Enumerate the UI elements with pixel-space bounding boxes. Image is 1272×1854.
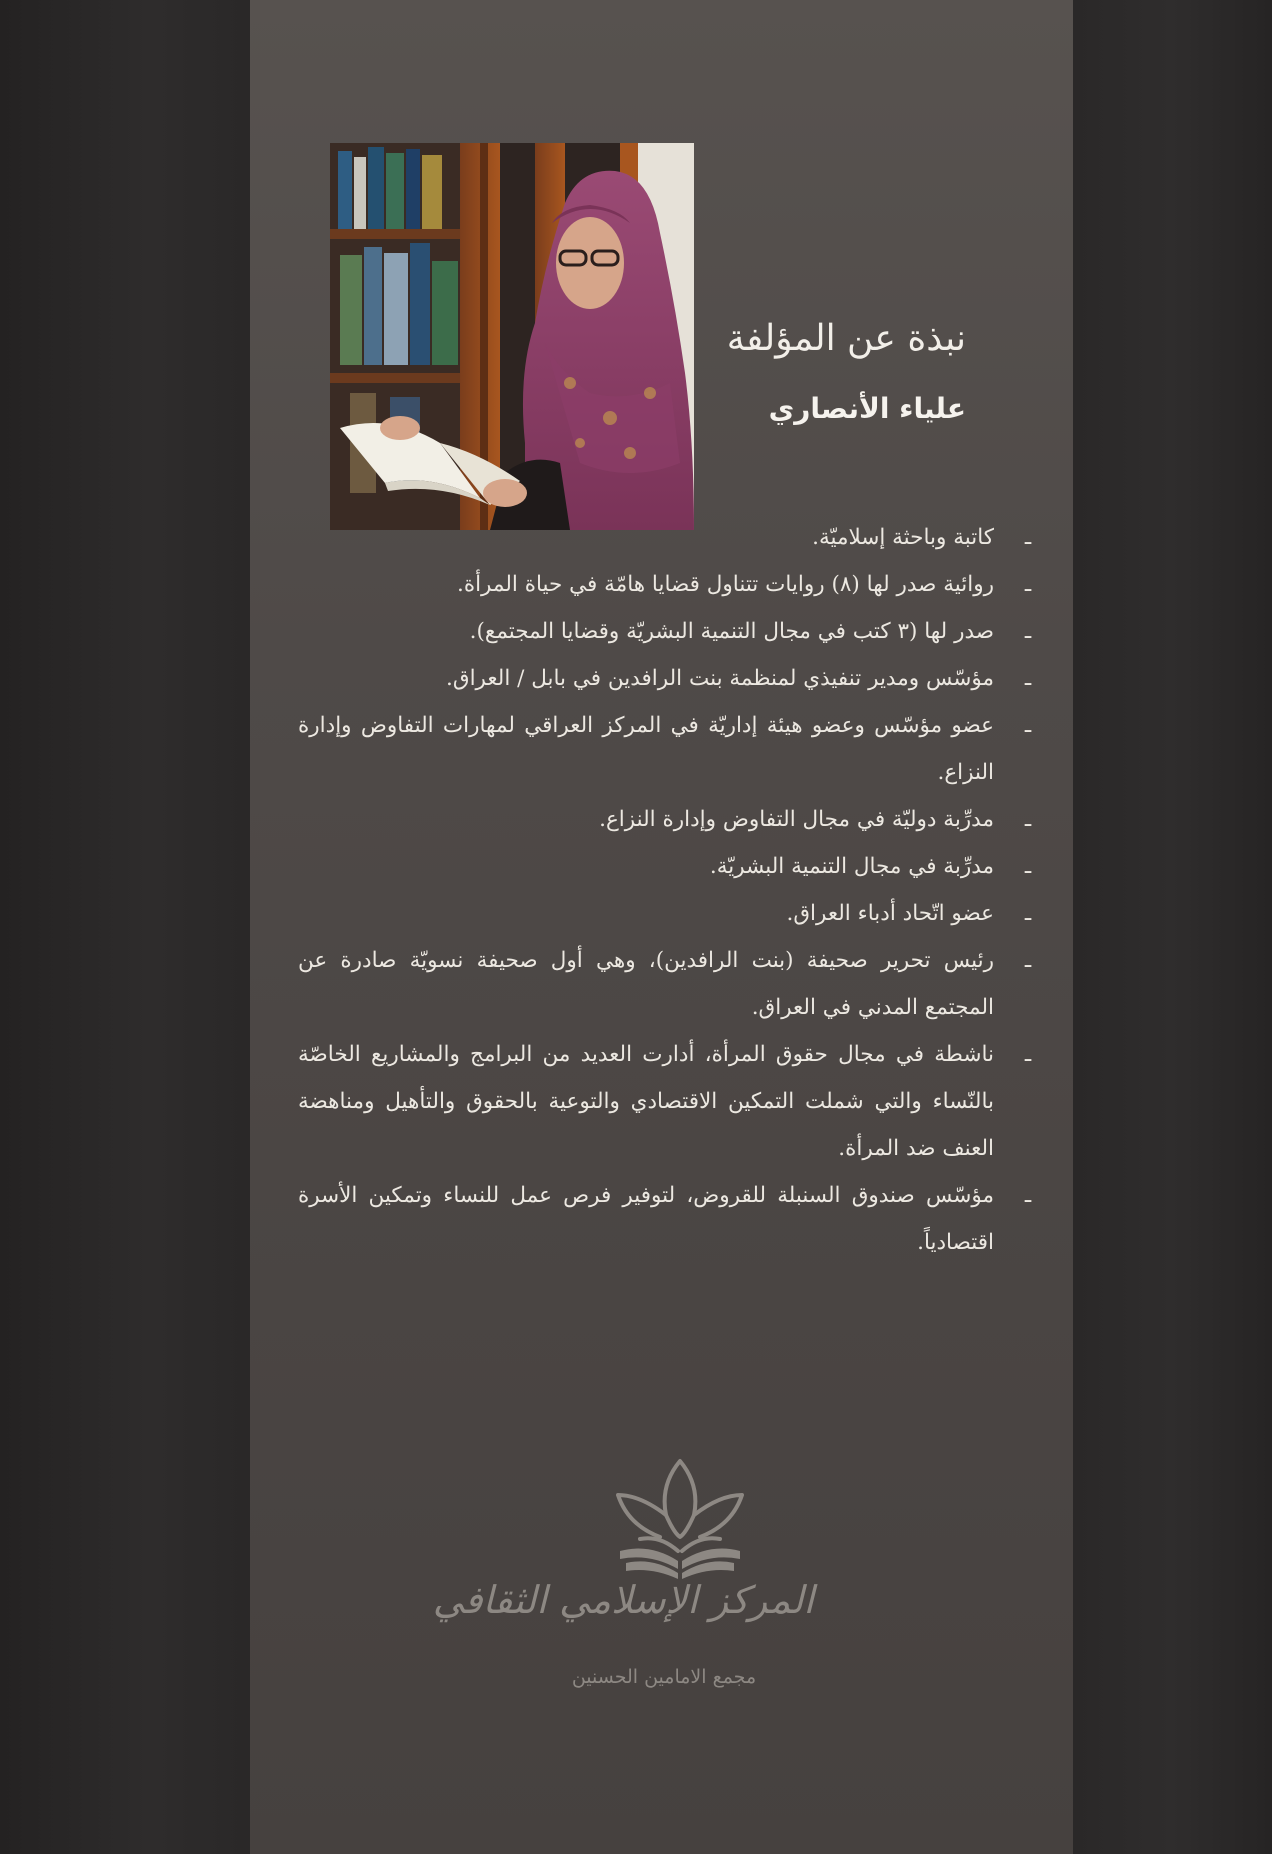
bullet-dash: ـ <box>1024 948 1032 973</box>
bullet-dash: ـ <box>1024 807 1032 832</box>
bio-item-text: ناشطة في مجال حقوق المرأة، أدارت العديد من البرامج والمشاريع الخاصّة بالنّساء والتي شملت التمكين الاقتصادي والتوعية بالحقوق والتأهيل ومناهضة العنف ضد المرأة. <box>298 1042 994 1161</box>
bio-item-text: صدر لها (٣ كتب في مجال التنمية البشريّة وقضايا المجتمع). <box>469 619 994 644</box>
bio-item <box>298 890 1038 937</box>
bullet-dash: ـ <box>1024 619 1032 644</box>
author-photo <box>330 143 694 530</box>
bio-item <box>298 796 1038 843</box>
author-name: علياء الأنصاري <box>768 392 966 425</box>
bio-item <box>298 702 1038 796</box>
bio-item <box>298 843 1038 890</box>
bio-item <box>298 514 1038 561</box>
left-border <box>0 0 250 1854</box>
bio-item <box>298 1172 1038 1266</box>
publisher-subtitle: مجمع الامامين الحسنين <box>571 1666 757 1688</box>
bullet-dash: ـ <box>1024 572 1032 597</box>
publisher-logo <box>600 1455 760 1585</box>
bullet-dash: ـ <box>1024 1042 1032 1067</box>
section-title: نبذة عن المؤلفة <box>726 318 966 359</box>
publisher-name: المركز الإسلامي الثقافي <box>432 1578 814 1622</box>
bio-item-text: كاتبة وباحثة إسلاميّة. <box>812 525 994 550</box>
bio-item-text: عضو اتّحاد أدباء العراق. <box>786 901 994 926</box>
bio-item <box>298 608 1038 655</box>
bio-item-text: مؤسّس صندوق السنبلة للقروض، لتوفير فرص عمل للنساء وتمكين الأسرة اقتصادياً. <box>298 1183 994 1255</box>
right-border <box>1073 0 1272 1854</box>
bio-item <box>298 561 1038 608</box>
bullet-dash: ـ <box>1024 713 1032 738</box>
bio-item-text: مدرِّبة دوليّة في مجال التفاوض وإدارة النزاع. <box>599 807 994 832</box>
bullet-dash: ـ <box>1024 854 1032 879</box>
author-portrait-icon <box>330 143 694 530</box>
bio-item <box>298 1031 1038 1172</box>
bullet-dash: ـ <box>1024 525 1032 550</box>
bio-item <box>298 937 1038 1031</box>
bullet-dash: ـ <box>1024 901 1032 926</box>
bio-item-text: روائية صدر لها (٨) روايات تتناول قضايا هامّة في حياة المرأة. <box>456 572 994 597</box>
bio-item <box>298 655 1038 702</box>
bullet-dash: ـ <box>1024 1183 1032 1208</box>
bio-item-text: مدرِّبة في مجال التنمية البشريّة. <box>709 854 994 879</box>
bio-item-text: عضو مؤسّس وعضو هيئة إداريّة في المركز العراقي لمهارات التفاوض وإدارة النزاع. <box>298 713 994 785</box>
author-bio-list <box>298 514 1038 1266</box>
bullet-dash: ـ <box>1024 666 1032 691</box>
bio-item-text: مؤسّس ومدير تنفيذي لمنظمة بنت الرافدين في بابل / العراق. <box>446 666 994 691</box>
lotus-book-logo-icon <box>600 1455 760 1585</box>
bio-item-text: رئيس تحرير صحيفة (بنت الرافدين)، وهي أول صحيفة نسويّة صادرة عن المجتمع المدني في العراق. <box>298 948 994 1020</box>
